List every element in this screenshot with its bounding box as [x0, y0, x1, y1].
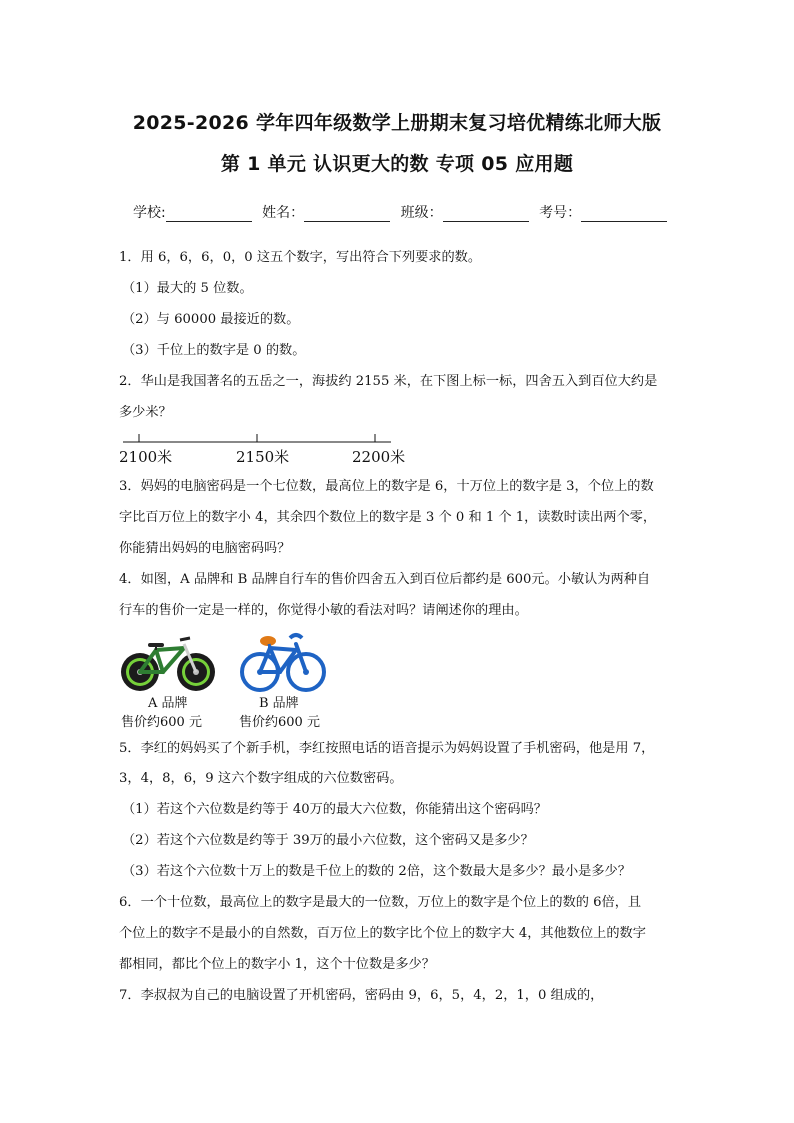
class-blank[interactable]: [443, 207, 529, 222]
q6-stem-line2: 个位上的数字不是最小的自然数，百万位上的数字比个位上的数字大 4，其他数位上的数字: [119, 926, 646, 941]
bike-b-image: [240, 624, 326, 694]
class-label: 班级：: [400, 205, 443, 221]
q5-part3: （3）若这个六位数十万上的数是千位上的数的 2倍，这个数最大是多少？最小是多少？: [122, 864, 631, 879]
q2-stem-line2: 多少米？: [119, 405, 172, 420]
bike-b-handlebar: [290, 635, 302, 638]
q1-part3: （3）千位上的数字是 0 的数。: [122, 343, 306, 358]
q2-stem-line1: 2．华山是我国著名的五岳之一，海拔约 2155 米，在下图上标一标，四舍五入到百位大约是: [119, 374, 658, 389]
bike-b-price-label: 售价约600 元: [239, 715, 320, 730]
bike-a-brand-label: A 品牌: [148, 696, 188, 711]
q5-stem-line1: 5．李红的妈妈买了个新手机，李红按照电话的语音提示为妈妈设置了手机密码，他是用 7，: [119, 741, 655, 756]
name-label: 姓名：: [262, 205, 305, 221]
bike-b-brand-label: B 品牌: [259, 696, 299, 711]
document-title: 2025-2026 学年四年级数学上册期末复习培优精练北师大版: [132, 112, 662, 134]
q5-part1: （1）若这个六位数是约等于 40万的最大六位数，你能猜出这个密码吗？: [122, 802, 547, 817]
document-subtitle: 第 1 单元 认识更大的数 专项 05 应用题: [220, 153, 574, 175]
bike-a-handlebar: [180, 638, 190, 640]
bike-a-price-label: 售价约600 元: [121, 715, 202, 730]
q3-stem-line1: 3．妈妈的电脑密码是一个七位数，最高位上的数字是 6，十万位上的数字是 3，个位上的数: [119, 479, 654, 494]
q3-stem-line3: 你能猜出妈妈的电脑密码吗？: [119, 541, 291, 556]
number-line-label-2100: 2100米: [119, 448, 173, 466]
q5-part2: （2）若这个六位数是约等于 39万的最小六位数，这个密码又是多少？: [122, 833, 534, 848]
q1-part1: （1）最大的 5 位数。: [122, 281, 253, 296]
q1-stem: 1．用 6，6，6，0，0 这五个数字，写出符合下列要求的数。: [119, 250, 482, 265]
bike-a-image: [118, 632, 218, 694]
q4-stem-line1: 4．如图，A 品牌和 B 品牌自行车的售价四舍五入到百位后都约是 600元。小敏认为两种自: [119, 572, 651, 587]
q6-stem-line1: 6．一个十位数，最高位上的数字是最大的一位数，万位上的数字是个位上的数的 6倍，且: [119, 895, 642, 910]
number-line-label-2150: 2150米: [236, 448, 290, 466]
q1-part2: （2）与 60000 最接近的数。: [122, 312, 300, 327]
school-label: 学校:: [133, 205, 166, 221]
exam-no-label: 考号：: [539, 205, 582, 221]
exam-no-blank[interactable]: [581, 207, 667, 222]
bike-b-frame: [260, 644, 306, 672]
q3-stem-line2: 字比百万位上的数字小 4，其余四个数位上的数字是 3 个 0 和 1 个 1，读数时读出两个零，: [119, 510, 657, 525]
q6-stem-line3: 都相同，都比个位上的数字小 1，这个十位数是多少？: [119, 957, 435, 972]
q4-stem-line2: 行车的售价一定是一样的，你觉得小敏的看法对吗？请阐述你的理由。: [119, 603, 528, 618]
q5-stem-line2: 3，4，8，6，9 这六个数字组成的六位数密码。: [119, 771, 403, 786]
name-blank[interactable]: [304, 207, 390, 222]
q7-stem-line1: 7．李叔叔为自己的电脑设置了开机密码，密码由 9，6，5，4，2，1，0 组成的，: [119, 988, 604, 1003]
school-blank[interactable]: [166, 207, 252, 222]
student-info-line: [133, 202, 673, 222]
number-line-label-2200: 2200米: [352, 448, 406, 466]
